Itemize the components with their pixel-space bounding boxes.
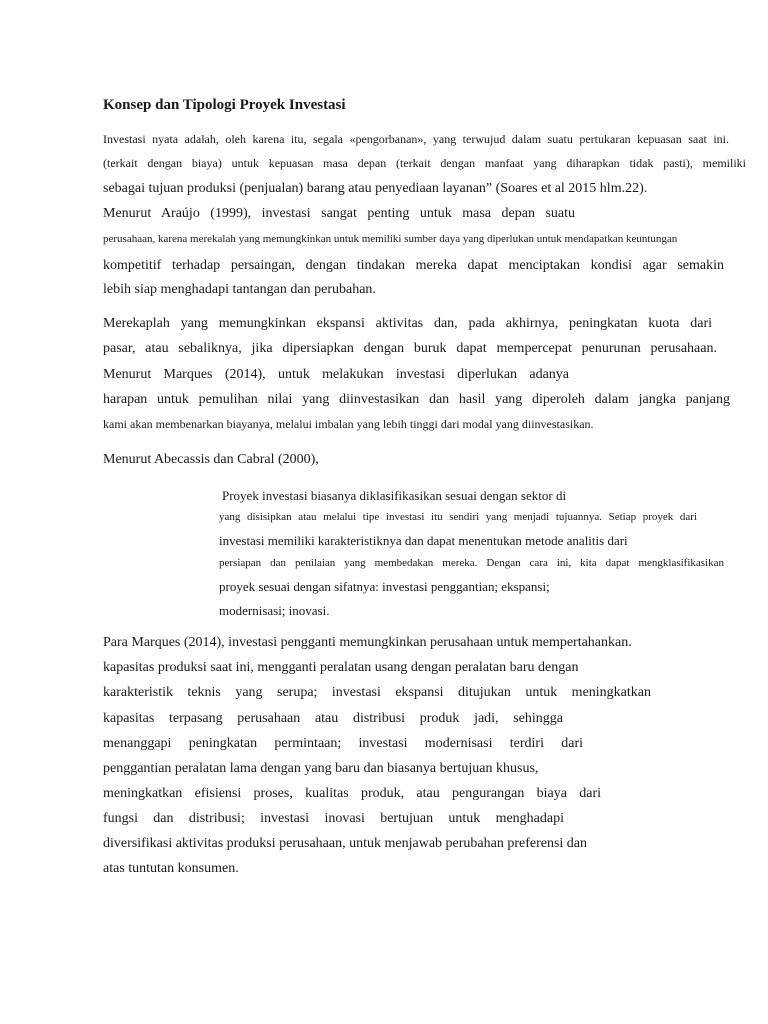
quote-line: yang disisipkan atau melalui tipe investasi itu sendiri yang menjadi tujuannya. Setiap proyek dari: [219, 511, 697, 523]
paragraph-line: diversifikasi aktivitas produksi perusahaan, untuk menjawab perubahan preferensi dan: [103, 836, 588, 851]
paragraph-line: kami akan membenarkan biayanya, melalui imbalan yang lebih tinggi dari modal yang diinvestasikan.: [103, 417, 594, 431]
paragraph-line: harapan untuk pemulihan nilai yang diinvestasikan dan hasil yang diperoleh dalam jangka panjang: [103, 392, 730, 407]
quote-line: modernisasi; inovasi.: [219, 603, 330, 618]
paragraph-line: Menurut Araújo (1999), investasi sangat penting untuk masa depan suatu: [103, 206, 575, 221]
paragraph-line: Merekaplah yang memungkinkan ekspansi aktivitas dan, pada akhirnya, peningkatan kuota dari: [103, 316, 712, 331]
quote-line: Proyek investasi biasanya diklasifikasikan sesuai dengan sektor di: [222, 488, 567, 503]
paragraph-line: atas tuntutan konsumen.: [103, 861, 239, 876]
paragraph-line: kompetitif terhadap persaingan, dengan tindakan mereka dapat menciptakan kondisi agar semakin: [103, 258, 724, 273]
paragraph-line: sebagai tujuan produksi (penjualan) barang atau penyediaan layanan” (Soares et al 2015 hlm.22).: [103, 181, 648, 196]
paragraph-line: karakteristik teknis yang serupa; investasi ekspansi ditujukan untuk meningkatkan: [103, 685, 651, 700]
paragraph-line: perusahaan, karena merekalah yang memungkinkan untuk memiliki sumber daya yang diperlukan untuk mendapatkan keuntungan: [103, 233, 678, 245]
quote-line: proyek sesuai dengan sifatnya: investasi penggantian; ekspansi;: [219, 579, 550, 594]
paragraph-line: penggantian peralatan lama dengan yang baru dan biasanya bertujuan khusus,: [103, 761, 539, 776]
section-heading: Konsep dan Tipologi Proyek Investasi: [103, 97, 346, 113]
paragraph-line: fungsi dan distribusi; investasi inovasi bertujuan untuk menghadapi: [103, 811, 564, 826]
paragraph-line: Menurut Marques (2014), untuk melakukan investasi diperlukan adanya: [103, 367, 569, 382]
paragraph-line: kapasitas produksi saat ini, mengganti peralatan usang dengan peralatan baru dengan: [103, 660, 579, 675]
paragraph-line: Para Marques (2014), investasi pengganti memungkinkan perusahaan untuk mempertahankan.: [103, 635, 632, 650]
paragraph-line: Investasi nyata adalah, oleh karena itu, segala «pengorbanan», yang terwujud dalam suatu pertukaran kepuasan saat ini.: [103, 132, 729, 146]
paragraph-line: Menurut Abecassis dan Cabral (2000),: [103, 452, 319, 467]
paragraph-line: (terkait dengan biaya) untuk kepuasan masa depan (terkait dengan manfaat yang diharapkan tidak pasti), memiliki: [103, 156, 746, 170]
paragraph-line: pasar, atau sebaliknya, jika dipersiapkan dengan buruk dapat mempercepat penurunan perusahaan.: [103, 341, 717, 356]
paragraph-line: meningkatkan efisiensi proses, kualitas produk, atau pengurangan biaya dari: [103, 786, 601, 801]
paragraph-line: kapasitas terpasang perusahaan atau distribusi produk jadi, sehingga: [103, 711, 563, 726]
paragraph-line: menanggapi peningkatan permintaan; investasi modernisasi terdiri dari: [103, 736, 583, 751]
paragraph-line: lebih siap menghadapi tantangan dan perubahan.: [103, 282, 376, 297]
quote-line: investasi memiliki karakteristiknya dan dapat menentukan metode analitis dari: [219, 533, 628, 548]
quote-line: persiapan dan penilaian yang membedakan mereka. Dengan cara ini, kita dapat mengklasifikasikan: [219, 557, 724, 569]
